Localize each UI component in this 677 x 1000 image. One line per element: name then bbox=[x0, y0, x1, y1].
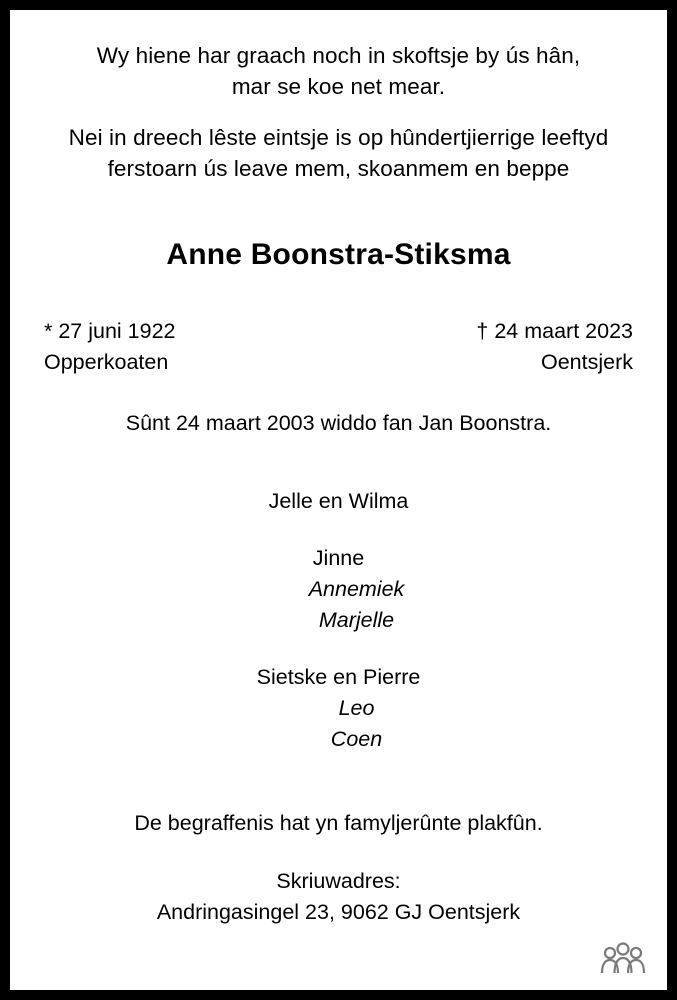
intro-line: Nei in dreech lêste eintsje is op hûndertjierrige leeftyd bbox=[68, 125, 609, 150]
intro-text bbox=[44, 40, 633, 184]
deceased-name: Anne Boonstra-Stiksma bbox=[166, 238, 511, 271]
family-member: Jinne bbox=[312, 546, 365, 570]
birth-death-row bbox=[44, 316, 633, 378]
death-place: Oentsjerk bbox=[540, 350, 633, 374]
intro-line: mar se koe net mear. bbox=[231, 74, 446, 99]
correspondence-address bbox=[44, 866, 633, 928]
family-child: Coen bbox=[330, 727, 383, 751]
family-group bbox=[44, 486, 633, 517]
family-child: Marjelle bbox=[318, 608, 395, 632]
funeral-note: De begraffenis hat yn famyljerûnte plakfûn. bbox=[134, 811, 543, 835]
family-group-icon bbox=[597, 940, 649, 978]
birth-info bbox=[44, 316, 176, 378]
family-child: Leo bbox=[338, 696, 375, 720]
family-list bbox=[44, 486, 633, 755]
family-group bbox=[44, 662, 633, 755]
death-date: † 24 maart 2023 bbox=[476, 319, 633, 343]
birth-place: Opperkoaten bbox=[44, 350, 169, 374]
intro-line: ferstoarn ús leave mem, skoanmem en beppe bbox=[107, 156, 570, 181]
address-label: Skriuwadres: bbox=[276, 869, 401, 893]
intro-line: Wy hiene har graach noch in skoftsje by ús hân, bbox=[96, 43, 581, 68]
family-member: Sietske en Pierre bbox=[256, 665, 421, 689]
family-child: Annemiek bbox=[308, 577, 405, 601]
birth-date: * 27 juni 1922 bbox=[44, 319, 176, 343]
family-group bbox=[44, 543, 633, 636]
widow-note: Sûnt 24 maart 2003 widdo fan Jan Boonstra. bbox=[125, 411, 552, 435]
address-line: Andringasingel 23, 9062 GJ Oentsjerk bbox=[156, 900, 521, 924]
family-member: Jelle en Wilma bbox=[268, 489, 409, 513]
death-info bbox=[476, 316, 633, 378]
spacer bbox=[44, 102, 633, 122]
